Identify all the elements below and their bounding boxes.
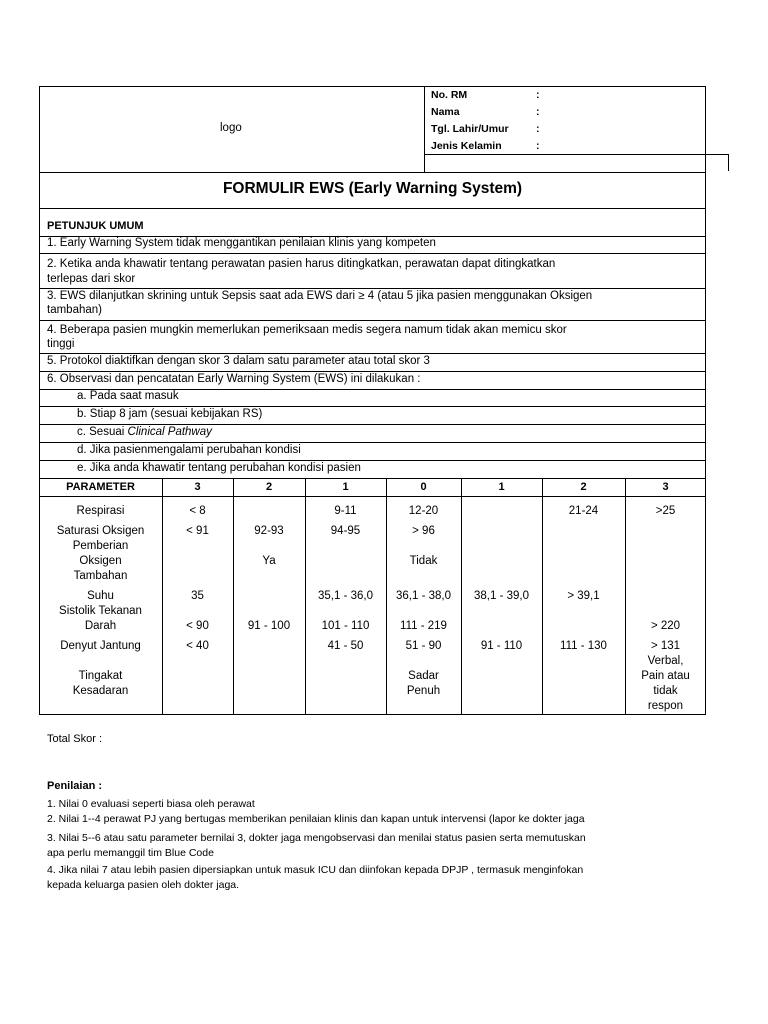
field-colon: : — [536, 140, 540, 152]
table-value-cell: 92-93 — [254, 525, 284, 537]
table-value-cell: 111 - 219 — [400, 620, 447, 632]
header-right-rule — [424, 154, 729, 155]
table-value-cell: 111 - 130 — [560, 640, 607, 652]
instruction-item: 1. Early Warning System tidak menggantikan penilaian klinis yang kompeten — [47, 237, 436, 249]
instruction-sub-item — [77, 426, 212, 438]
header-right-tick — [728, 154, 729, 171]
table-header-rule — [39, 496, 706, 497]
instruction-sub-item: b. Stiap 8 jam (sesuai kebijakan RS) — [77, 408, 263, 420]
table-value-cell: > 131 — [650, 640, 681, 652]
row-rule — [39, 371, 706, 372]
table-param-cell: Tingakat Kesadaran — [72, 670, 129, 697]
table-header-cell: PARAMETER — [66, 481, 135, 493]
assessment-item: 3. Nilai 5--6 atau satu parameter bernilai 3, dokter jaga mengobservasi dan menilai status pasien serta memutuskan — [47, 832, 586, 844]
table-param-cell: Respirasi — [76, 505, 125, 517]
field-colon: : — [536, 89, 540, 101]
assessment-item: kepada keluarga pasien oleh dokter jaga. — [47, 879, 240, 891]
table-header-cell: 1 — [342, 481, 349, 493]
table-value-cell: 41 - 50 — [327, 640, 364, 652]
instruction-item: 4. Beberapa pasien mungkin memerlukan pemeriksaan medis segera namum tidak akan memicu skor — [47, 324, 567, 336]
row-rule — [39, 460, 706, 461]
instruction-item: tinggi — [47, 338, 75, 350]
row-rule — [39, 288, 706, 289]
table-value-cell: 9-11 — [334, 505, 357, 517]
table-param-cell: Denyut Jantung — [60, 640, 141, 652]
sub-item-c-italic: Clinical Pathway — [127, 426, 212, 438]
instructions-heading: PETUNJUK UMUM — [47, 220, 144, 232]
table-param-cell: Pemberian Oksigen Tambahan — [72, 540, 129, 582]
header-divider — [424, 86, 425, 172]
field-label-nama: Nama — [431, 106, 460, 118]
row-rule — [39, 253, 706, 254]
table-value-cell: Verbal, Pain atau tidak respon — [641, 655, 690, 712]
field-label-jenis-kelamin: Jenis Kelamin — [431, 140, 502, 152]
table-value-cell: 91 - 100 — [247, 620, 291, 632]
row-rule — [39, 320, 706, 321]
table-header-cell: 3 — [194, 481, 201, 493]
logo-placeholder: logo — [220, 122, 242, 134]
total-score-label: Total Skor : — [47, 733, 103, 745]
table-value-cell: >25 — [655, 505, 676, 517]
table-value-cell: 36,1 - 38,0 — [396, 590, 451, 602]
field-label-no-rm: No. RM — [431, 89, 468, 101]
sub-item-c-label: c. Sesuai — [77, 426, 125, 438]
instruction-sub-item: e. Jika anda khawatir tentang perubahan kondisi pasien — [77, 462, 361, 474]
assessment-heading: Penilaian : — [47, 780, 103, 792]
form-title: FORMULIR EWS (Early Warning System) — [222, 180, 523, 197]
table-value-cell: 38,1 - 39,0 — [474, 590, 529, 602]
header-box — [39, 86, 706, 173]
table-header-cell: 0 — [420, 481, 427, 493]
table-param-cell: Suhu — [87, 590, 114, 602]
row-rule — [39, 424, 706, 425]
instruction-item: tambahan) — [47, 304, 102, 316]
instruction-item: terlepas dari skor — [47, 273, 136, 285]
instruction-sub-item: d. Jika pasienmengalami perubahan kondisi — [77, 444, 301, 456]
table-column-rule — [233, 478, 234, 715]
row-rule — [39, 442, 706, 443]
table-value-cell: > 220 — [650, 620, 681, 632]
table-value-cell: Ya — [262, 555, 276, 567]
field-colon: : — [536, 106, 540, 118]
table-value-cell: > 96 — [412, 525, 435, 537]
assessment-item: apa perlu memanggil tim Blue Code — [47, 847, 214, 859]
table-value-cell: < 8 — [189, 505, 206, 517]
table-value-cell: 35 — [191, 590, 204, 602]
table-value-cell: 94-95 — [330, 525, 361, 537]
table-header-cell: 2 — [580, 481, 587, 493]
instruction-item: 3. EWS dilanjutkan skrining untuk Sepsis saat ada EWS dari ≥ 4 (atau 5 jika pasien menggunakan Oksigen — [47, 290, 593, 302]
assessment-item: 2. Nilai 1--4 perawat PJ yang bertugas memberikan penilaian klinis dan kapan untuk intervensi (lapor ke dokter jaga — [47, 813, 585, 825]
table-value-cell: 51 - 90 — [405, 640, 442, 652]
instruction-item: 6. Observasi dan pencatatan Early Warning System (EWS) ini dilakukan : — [47, 373, 421, 385]
instruction-sub-item: a. Pada saat masuk — [77, 390, 179, 402]
table-value-cell: Sadar Penuh — [406, 670, 441, 697]
table-value-cell: 35,1 - 36,0 — [318, 590, 373, 602]
table-value-cell: < 91 — [186, 525, 209, 537]
table-value-cell: < 40 — [186, 640, 209, 652]
assessment-item: 1. Nilai 0 evaluasi seperti biasa oleh perawat — [47, 798, 255, 810]
table-header-cell: 2 — [265, 481, 273, 493]
instruction-item: 5. Protokol diaktifkan dengan skor 3 dalam satu parameter atau total skor 3 — [47, 355, 430, 367]
table-value-cell: 12-20 — [408, 505, 439, 517]
table-value-cell: > 39,1 — [567, 590, 600, 602]
table-value-cell: < 90 — [186, 620, 209, 632]
table-value-cell: 101 - 110 — [321, 620, 370, 632]
row-rule — [39, 406, 706, 407]
instruction-item: 2. Ketika anda khawatir tentang perawatan pasien harus ditingkatkan, perawatan dapat ditingkatkan — [47, 258, 556, 270]
row-rule — [39, 353, 706, 354]
field-label-tgl-lahir: Tgl. Lahir/Umur — [431, 123, 509, 135]
table-param-cell: Saturasi Oksigen — [56, 525, 145, 537]
table-param-cell: Sistolik Tekanan Darah — [59, 605, 142, 632]
assessment-item: 4. Jika nilai 7 atau lebih pasien dipersiapkan untuk masuk ICU dan diinfokan kepada DPJP , termasuk menginfokan — [47, 864, 584, 876]
table-header-cell: 1 — [498, 481, 505, 493]
field-colon: : — [536, 123, 540, 135]
table-value-cell: Tidak — [409, 555, 438, 567]
table-header-cell: 3 — [662, 481, 669, 493]
table-value-cell: 21-24 — [568, 505, 599, 517]
table-value-cell: 91 - 110 — [480, 640, 523, 652]
